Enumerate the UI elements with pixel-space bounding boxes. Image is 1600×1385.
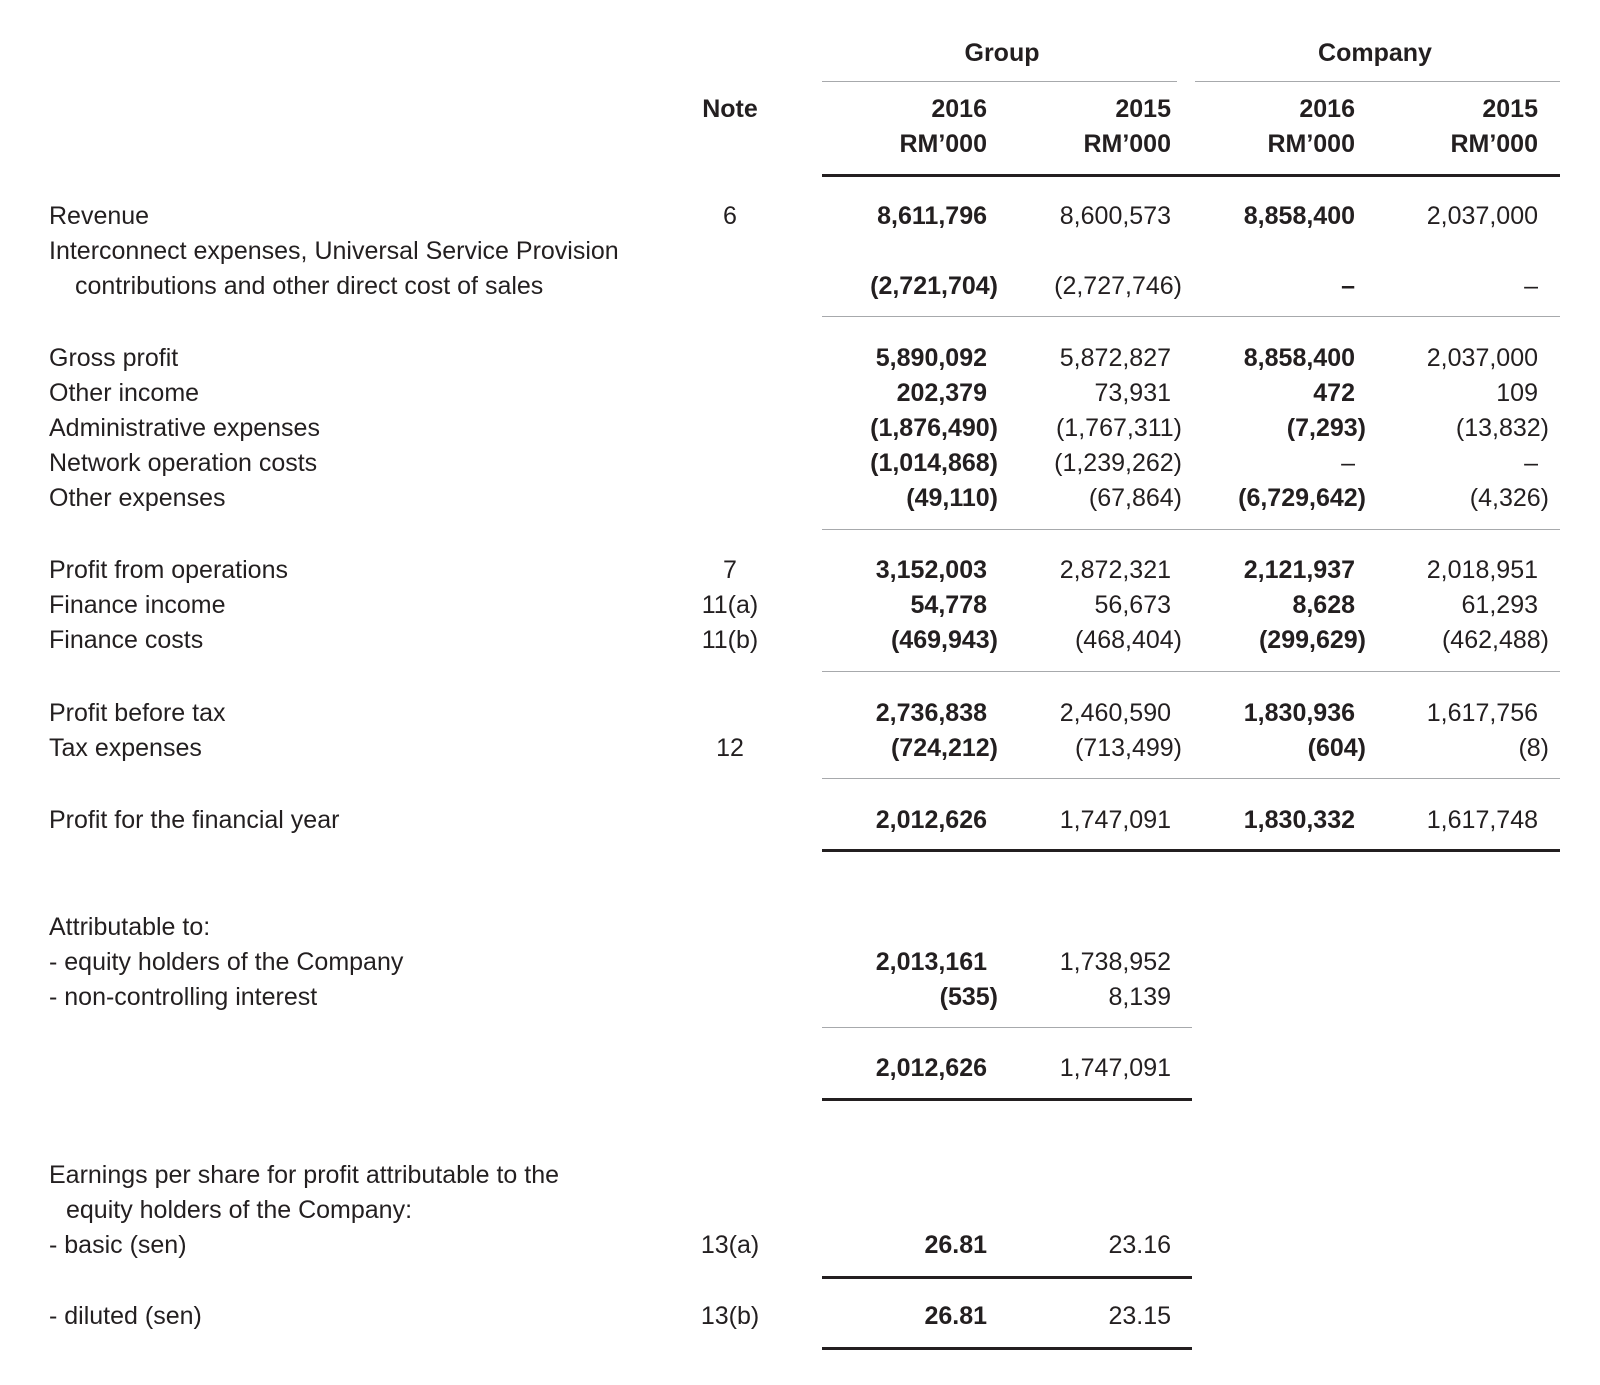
tax-expenses-group-2015: (713,499) xyxy=(1074,734,1182,762)
profit-from-operations-label: Profit from operations xyxy=(49,556,288,584)
non-controlling-group-2016: (535) xyxy=(939,983,998,1011)
other-income-company-2015: 109 xyxy=(1496,379,1538,407)
eps-heading-line1: Earnings per share for profit attributable to the xyxy=(49,1161,560,1189)
admin-expenses-group-2015: (1,767,311) xyxy=(1055,414,1182,442)
finance-costs-group-2015: (468,404) xyxy=(1074,626,1182,654)
gross-profit-label: Gross profit xyxy=(49,344,179,372)
eps-basic-group-2016: 26.81 xyxy=(924,1231,987,1259)
tax-expenses-company-2016: (604) xyxy=(1307,734,1366,762)
company-2016-year: 2016 xyxy=(1299,95,1355,123)
company-header: Company xyxy=(1318,39,1432,67)
group-header: Group xyxy=(964,39,1040,67)
eps-diluted-note: 13(b) xyxy=(700,1302,760,1330)
interconnect-group-2016: (2,721,704) xyxy=(870,272,998,300)
profit-for-year-label: Profit for the financial year xyxy=(49,806,340,834)
profit-for-year-company-2015: 1,617,748 xyxy=(1426,806,1538,834)
gross-profit-company-2015: 2,037,000 xyxy=(1426,344,1538,372)
eps-heading-line2: equity holders of the Company: xyxy=(66,1196,413,1224)
non-controlling-group-2015: 8,139 xyxy=(1108,983,1171,1011)
revenue-group-2016: 8,611,796 xyxy=(877,202,987,230)
profit-for-year-company-2016: 1,830,332 xyxy=(1243,806,1355,834)
note-header: Note xyxy=(702,95,758,123)
network-costs-group-2016: (1,014,868) xyxy=(870,449,998,477)
group-2016-year: 2016 xyxy=(931,95,987,123)
non-controlling-label: - non-controlling interest xyxy=(49,983,318,1011)
interconnect-label-line2: contributions and other direct cost of sales xyxy=(75,272,544,300)
interconnect-company-2015: – xyxy=(1524,272,1538,300)
gross-profit-group-2016: 5,890,092 xyxy=(875,344,987,372)
header-bottom-rule xyxy=(822,174,1560,177)
revenue-company-2016: 8,858,400 xyxy=(1243,202,1355,230)
equity-holders-group-2016: 2,013,161 xyxy=(875,948,987,976)
gross-profit-rule xyxy=(822,316,1560,317)
network-costs-company-2016: – xyxy=(1341,449,1355,477)
other-expenses-label: Other expenses xyxy=(49,484,226,512)
admin-expenses-company-2016: (7,293) xyxy=(1286,414,1366,442)
admin-expenses-label: Administrative expenses xyxy=(49,414,320,442)
eps-basic-group-2015: 23.16 xyxy=(1108,1231,1171,1259)
tax-expenses-note: 12 xyxy=(716,734,744,762)
profit-from-operations-company-2016: 2,121,937 xyxy=(1243,556,1355,584)
network-costs-company-2015: – xyxy=(1524,449,1538,477)
eps-basic-note: 13(a) xyxy=(700,1231,760,1259)
admin-expenses-group-2016: (1,876,490) xyxy=(870,414,998,442)
tax-expenses-group-2016: (724,212) xyxy=(890,734,998,762)
revenue-company-2015: 2,037,000 xyxy=(1426,202,1538,230)
finance-costs-label: Finance costs xyxy=(49,626,204,654)
eps-basic-label: - basic (sen) xyxy=(49,1231,187,1259)
eps-basic-rule xyxy=(822,1276,1192,1279)
finance-costs-company-2016: (299,629) xyxy=(1258,626,1366,654)
profit-for-year-group-2016: 2,012,626 xyxy=(875,806,987,834)
group-2015-year: 2015 xyxy=(1115,95,1171,123)
profit-before-tax-group-2015: 2,460,590 xyxy=(1059,699,1171,727)
group-2015-unit: RM’000 xyxy=(1083,130,1171,158)
revenue-note: 6 xyxy=(723,202,737,230)
operations-rule xyxy=(822,529,1560,530)
profit-from-operations-company-2015: 2,018,951 xyxy=(1426,556,1538,584)
interconnect-company-2016: – xyxy=(1341,272,1355,300)
finance-income-company-2015: 61,293 xyxy=(1461,591,1538,619)
interconnect-group-2015: (2,727,746) xyxy=(1054,272,1182,300)
group-2016-unit: RM’000 xyxy=(899,130,987,158)
gross-profit-group-2015: 5,872,827 xyxy=(1059,344,1171,372)
profit-from-operations-note: 7 xyxy=(723,556,737,584)
equity-holders-group-2015: 1,738,952 xyxy=(1059,948,1171,976)
finance-costs-group-2016: (469,943) xyxy=(890,626,998,654)
network-costs-group-2015: (1,239,262) xyxy=(1054,449,1182,477)
other-income-group-2016: 202,379 xyxy=(896,379,987,407)
finance-income-label: Finance income xyxy=(49,591,226,619)
interconnect-label-line1: Interconnect expenses, Universal Service Provision xyxy=(49,237,619,265)
admin-expenses-company-2015: (13,832) xyxy=(1455,414,1549,442)
finance-income-group-2015: 56,673 xyxy=(1094,591,1171,619)
group-header-rule xyxy=(822,81,1177,82)
profit-from-operations-group-2015: 2,872,321 xyxy=(1059,556,1171,584)
company-header-rule xyxy=(1195,81,1560,82)
other-income-label: Other income xyxy=(49,379,200,407)
revenue-group-2015: 8,600,573 xyxy=(1059,202,1171,230)
attributable-total-group-2015: 1,747,091 xyxy=(1059,1054,1171,1082)
tax-expenses-company-2015: (8) xyxy=(1518,734,1549,762)
eps-diluted-label: - diluted (sen) xyxy=(49,1302,202,1330)
attributable-total-rule xyxy=(822,1098,1192,1101)
attributable-to-label: Attributable to: xyxy=(49,913,211,941)
tax-rule xyxy=(822,778,1560,779)
company-2015-unit: RM’000 xyxy=(1450,130,1538,158)
finance-income-group-2016: 54,778 xyxy=(910,591,987,619)
tax-expenses-label: Tax expenses xyxy=(49,734,202,762)
profit-for-year-group-2015: 1,747,091 xyxy=(1059,806,1171,834)
attributable-rule xyxy=(822,1027,1192,1028)
finance-income-company-2016: 8,628 xyxy=(1292,591,1355,619)
gross-profit-company-2016: 8,858,400 xyxy=(1243,344,1355,372)
eps-diluted-rule xyxy=(822,1347,1192,1350)
profit-before-tax-company-2015: 1,617,756 xyxy=(1426,699,1538,727)
company-2015-year: 2015 xyxy=(1482,95,1538,123)
finance-rule xyxy=(822,671,1560,672)
other-expenses-group-2016: (49,110) xyxy=(906,484,998,512)
finance-costs-note: 11(b) xyxy=(701,626,759,654)
attributable-total-group-2016: 2,012,626 xyxy=(875,1054,987,1082)
profit-before-tax-group-2016: 2,736,838 xyxy=(875,699,987,727)
equity-holders-label: - equity holders of the Company xyxy=(49,948,404,976)
other-income-company-2016: 472 xyxy=(1313,379,1355,407)
other-income-group-2015: 73,931 xyxy=(1094,379,1171,407)
finance-income-note: 11(a) xyxy=(701,591,759,619)
profit-before-tax-label: Profit before tax xyxy=(49,699,226,727)
eps-diluted-group-2016: 26.81 xyxy=(924,1302,987,1330)
other-expenses-company-2015: (4,326) xyxy=(1469,484,1549,512)
other-expenses-company-2016: (6,729,642) xyxy=(1238,484,1366,512)
network-costs-label: Network operation costs xyxy=(49,449,318,477)
finance-costs-company-2015: (462,488) xyxy=(1441,626,1549,654)
revenue-label: Revenue xyxy=(49,202,150,230)
profit-before-tax-company-2016: 1,830,936 xyxy=(1243,699,1355,727)
company-2016-unit: RM’000 xyxy=(1267,130,1355,158)
profit-for-year-rule xyxy=(822,849,1560,852)
profit-from-operations-group-2016: 3,152,003 xyxy=(875,556,987,584)
other-expenses-group-2015: (67,864) xyxy=(1088,484,1182,512)
eps-diluted-group-2015: 23.15 xyxy=(1108,1302,1171,1330)
